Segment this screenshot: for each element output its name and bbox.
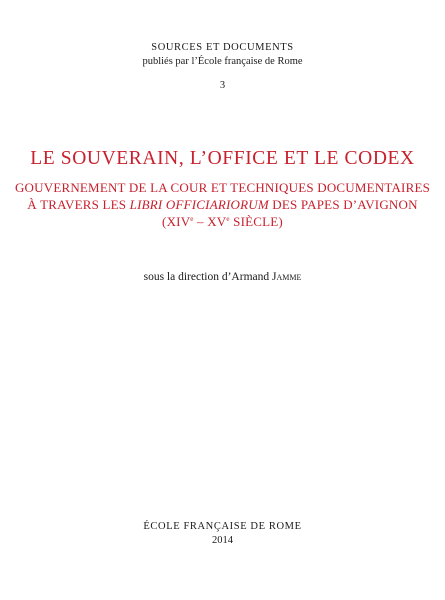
subtitle-century-close: SIÈCLE) (229, 214, 283, 229)
editor-surname: Jamme (272, 271, 302, 283)
series-number: 3 (219, 80, 226, 91)
editor-credit (0, 271, 445, 283)
series-title: SOURCES ET DOCUMENTS (151, 42, 294, 53)
imprint-publisher: ÉCOLE FRANÇAISE DE ROME (143, 521, 302, 532)
subtitle-line-2-prefix: À TRAVERS LES (27, 197, 130, 212)
subtitle-line-3 (0, 214, 445, 230)
subtitle-line-1: GOUVERNEMENT DE LA COUR ET TECHNIQUES DOCUMENTAIRES (14, 180, 431, 195)
imprint-year: 2014 (212, 535, 233, 546)
subtitle-italic-work-title: LIBRI OFFICIARIORUM (129, 197, 269, 212)
series-publisher-line: publiés par l’École française de Rome (142, 56, 303, 67)
subtitle-century-mid: – XV (193, 214, 227, 229)
subtitle-line-2-suffix: DES PAPES D’AVIGNON (268, 197, 418, 212)
subtitle-century-open: (XIV (162, 214, 191, 229)
book-title: LE SOUVERAIN, L’OFFICE ET LE CODEX (30, 148, 415, 169)
subtitle-ordinal-sup-2: e (226, 215, 230, 223)
editor-prefix: sous la direction d’Armand (143, 271, 272, 283)
subtitle-ordinal-sup-1: e (190, 215, 194, 223)
subtitle-line-2 (0, 197, 445, 213)
